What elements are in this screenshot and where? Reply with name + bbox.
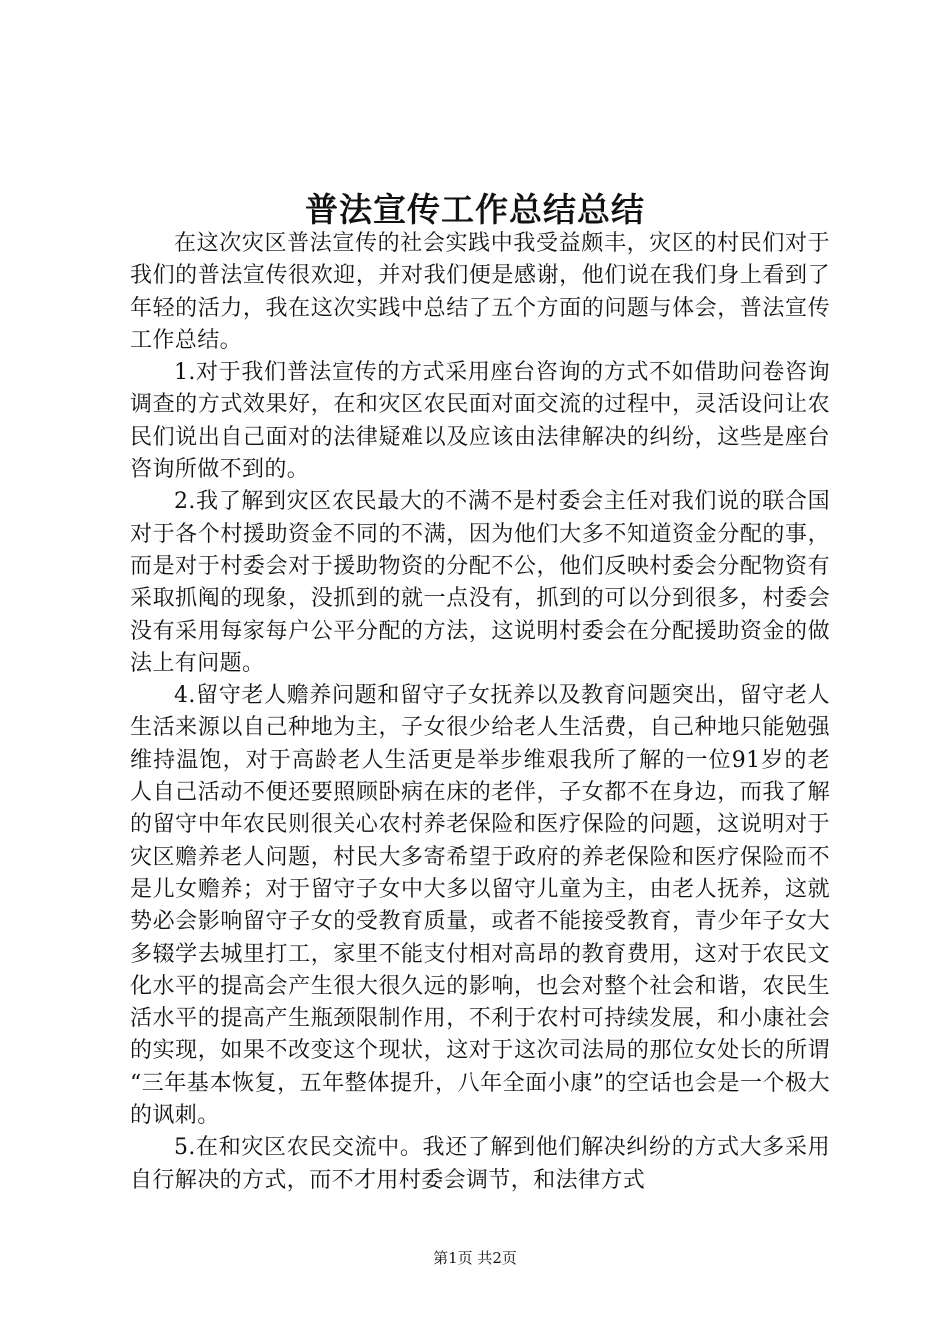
paragraph-point-5: 5.在和灾区农民交流中。我还了解到他们解决纠纷的方式大多采用自行解决的方式，而不才用村委会调节，和法律方式 [130,1135,830,1193]
paragraph-point-1: 1.对于我们普法宣传的方式采用座台咨询的方式不如借助问卷咨询调查的方式效果好，在和灾区农民面对面交流的过程中，灵活设问让农民们说出自己面对的法律疑难以及应该由法律解决的纠纷，这些是座台咨询所做不到的。 [130,360,830,483]
paragraph-intro: 在这次灾区普法宣传的社会实践中我受益颇丰，灾区的村民们对于我们的普法宣传很欢迎，并对我们便是感谢，他们说在我们身上看到了年轻的活力，我在这次实践中总结了五个方面的问题与体会，普法宣传工作总结。 [130,231,830,353]
document-title: 普法宣传工作总结总结 [305,190,645,229]
paragraph-point-2: 2.我了解到灾区农民最大的不满不是村委会主任对我们说的联合国对于各个村援助资金不同的不满，因为他们大多不知道资金分配的事，而是对于村委会对于援助物资的分配不公，他们反映村委会分配物资有采取抓阄的现象，没抓到的就一点没有，抓到的可以分到很多，村委会没有采用每家每户公平分配的方法，这说明村委会在分配援助资金的做法上有问题。 [130,489,830,676]
page-number-footer: 第1页 共2页 [433,1249,517,1267]
paragraph-point-4: 4.留守老人赡养问题和留守子女抚养以及教育问题突出，留守老人生活来源以自己种地为主，子女很少给老人生活费，自己种地只能勉强维持温饱，对于高龄老人生活更是举步维艰我所了解的一位91岁的老人自己活动不便还要照顾卧病在床的老伴，子女都不在身边，而我了解的留守中年农民则很关心农村养老保险和医疗保险的问题，这说明对于灾区赡养老人问题，村民大多寄希望于政府的养老保险和医疗保险而不是儿女赡养；对于留守子女中大多以留守儿童为主，由老人抚养，这就势必会影响留守子女的受教育质量，或者不能接受教育，青少年子女大多辍学去城里打工，家里不能支付相对高昂的教育费用，这对于农民文化水平的提高会产生很大很久远的影响，也会对整个社会和谐，农民生活水平的提高产生瓶颈限制作用，不利于农村可持续发展，和小康社会的实现，如果不改变这个现状，这对于这次司法局的那位女处长的所谓“三年基本恢复，五年整体提升，八年全面小康”的空话也会是一个极大的讽刺。 [130,683,830,1129]
document-body [130,228,830,1197]
